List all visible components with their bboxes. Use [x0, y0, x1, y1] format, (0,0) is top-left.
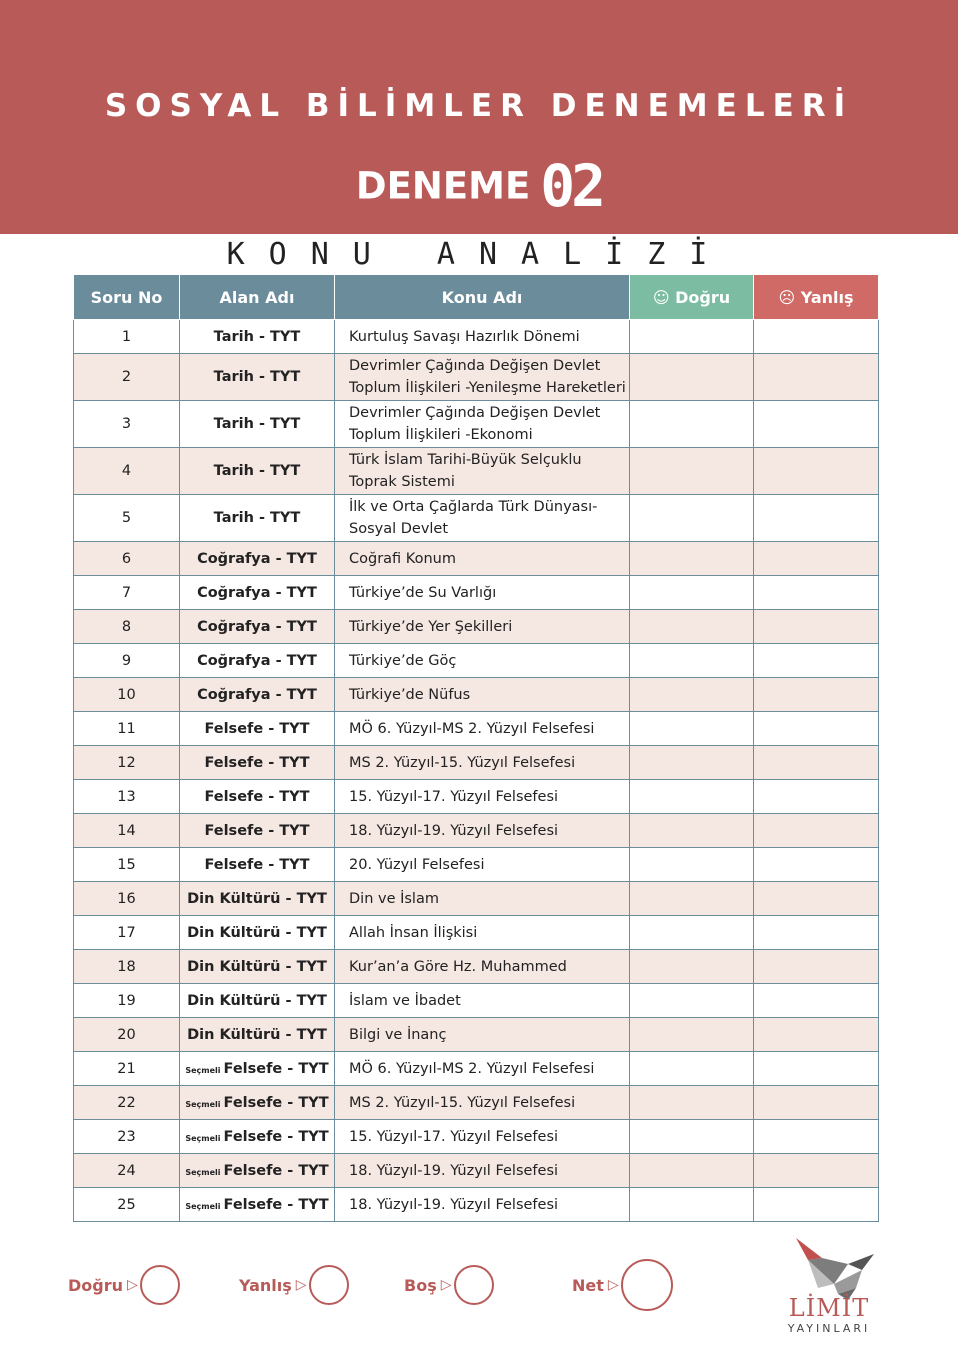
topic-name: Türkiye’de Yer Şekilleri — [335, 610, 630, 644]
wrong-cell[interactable] — [754, 848, 879, 882]
table-row — [74, 644, 879, 678]
topic-name: Bilgi ve İnanç — [335, 1018, 630, 1052]
wrong-cell[interactable] — [754, 1052, 879, 1086]
footer-wrong-label: Yanlış — [239, 1275, 292, 1295]
area-prefix: Seçmeli — [185, 1201, 221, 1211]
topic-name: Coğrafi Konum — [335, 542, 630, 576]
area-text: Felsefe - TYT — [223, 1196, 329, 1213]
correct-cell[interactable] — [630, 610, 754, 644]
footer-net-label: Net — [572, 1275, 604, 1295]
topic-name: 15. Yüzyıl-17. Yüzyıl Felsefesi — [335, 780, 630, 814]
col-header-topic: Konu Adı — [335, 275, 630, 320]
table-row — [74, 950, 879, 984]
col-header-area: Alan Adı — [180, 275, 335, 320]
area-text: Tarih - TYT — [213, 463, 301, 479]
wrong-cell[interactable] — [754, 1188, 879, 1222]
table-row — [74, 542, 879, 576]
correct-cell[interactable] — [630, 712, 754, 746]
footer-net — [572, 1258, 673, 1312]
correct-count-circle[interactable] — [140, 1265, 180, 1305]
area-name — [180, 610, 335, 644]
wrong-cell[interactable] — [754, 1120, 879, 1154]
wrong-cell[interactable] — [754, 678, 879, 712]
col-header-correct: ☺ Doğru — [630, 275, 754, 320]
topic-name: MÖ 6. Yüzyıl-MS 2. Yüzyıl Felsefesi — [335, 1052, 630, 1086]
table-row — [74, 1120, 879, 1154]
correct-cell[interactable] — [630, 542, 754, 576]
correct-cell[interactable] — [630, 320, 754, 354]
footer-correct — [68, 1262, 180, 1308]
correct-cell[interactable] — [630, 848, 754, 882]
wrong-cell[interactable] — [754, 1018, 879, 1052]
logo-subtitle: YAYINLARI — [787, 1322, 871, 1335]
area-name — [180, 1052, 335, 1086]
area-name — [180, 448, 335, 495]
correct-cell[interactable] — [630, 916, 754, 950]
table-row — [74, 1018, 879, 1052]
question-number: 21 — [74, 1052, 180, 1086]
question-number: 12 — [74, 746, 180, 780]
question-number: 8 — [74, 610, 180, 644]
topic-name: MS 2. Yüzyıl-15. Yüzyıl Felsefesi — [335, 1086, 630, 1120]
area-prefix: Seçmeli — [185, 1167, 221, 1177]
area-text: Tarih - TYT — [213, 369, 301, 385]
area-text: Felsefe - TYT — [223, 1060, 329, 1077]
correct-cell[interactable] — [630, 1052, 754, 1086]
area-name — [180, 882, 335, 916]
question-number: 22 — [74, 1086, 180, 1120]
table-row — [74, 1086, 879, 1120]
arrow-right-icon: ▷ — [440, 1277, 452, 1293]
wrong-cell[interactable] — [754, 950, 879, 984]
table-row — [74, 916, 879, 950]
wrong-cell[interactable] — [754, 542, 879, 576]
area-text: Felsefe - TYT — [223, 1128, 329, 1145]
area-name — [180, 1086, 335, 1120]
topic-name: Türk İslam Tarihi-Büyük Selçuklu Toprak Sistemi — [335, 448, 630, 495]
table-row — [74, 401, 879, 448]
area-text: Coğrafya - TYT — [197, 550, 317, 567]
table-row — [74, 746, 879, 780]
topic-name: İlk ve Orta Çağlarda Türk Dünyası-Sosyal Devlet — [335, 495, 630, 542]
question-number: 5 — [74, 495, 180, 542]
table-row — [74, 495, 879, 542]
series-title: SOSYAL BİLİMLER DENEMELERİ — [104, 88, 854, 124]
table-row — [74, 814, 879, 848]
area-name — [180, 1120, 335, 1154]
area-text: Din Kültürü - TYT — [187, 992, 327, 1009]
table-row — [74, 1188, 879, 1222]
correct-cell[interactable] — [630, 495, 754, 542]
arrow-right-icon: ▷ — [295, 1277, 307, 1293]
area-text: Din Kültürü - TYT — [187, 1026, 327, 1043]
area-name — [180, 950, 335, 984]
topic-name: Kurtuluş Savaşı Hazırlık Dönemi — [335, 320, 630, 354]
correct-cell[interactable] — [630, 1018, 754, 1052]
footer-wrong — [239, 1262, 349, 1308]
wrong-cell[interactable] — [754, 780, 879, 814]
col-header-no: Soru No — [74, 275, 180, 320]
area-name — [180, 495, 335, 542]
area-name — [180, 746, 335, 780]
area-name — [180, 354, 335, 401]
wrong-cell[interactable] — [754, 882, 879, 916]
correct-cell[interactable] — [630, 644, 754, 678]
net-score-circle[interactable] — [621, 1259, 673, 1311]
question-number: 20 — [74, 1018, 180, 1052]
question-number: 18 — [74, 950, 180, 984]
table-row — [74, 712, 879, 746]
question-number: 23 — [74, 1120, 180, 1154]
correct-cell[interactable] — [630, 1154, 754, 1188]
topic-analysis-table — [73, 274, 879, 1222]
topic-name: Devrimler Çağında Değişen Devlet Toplum İlişkileri -Ekonomi — [335, 401, 630, 448]
question-number: 9 — [74, 644, 180, 678]
correct-cell[interactable] — [630, 448, 754, 495]
question-number: 4 — [74, 448, 180, 495]
question-number: 11 — [74, 712, 180, 746]
area-text: Felsefe - TYT — [223, 1094, 329, 1111]
area-text: Coğrafya - TYT — [197, 618, 317, 635]
area-text: Tarih - TYT — [213, 328, 301, 345]
arrow-right-icon: ▷ — [607, 1277, 619, 1293]
topic-name: Allah İnsan İlişkisi — [335, 916, 630, 950]
correct-cell[interactable] — [630, 1120, 754, 1154]
wrong-cell[interactable] — [754, 1086, 879, 1120]
topic-name: İslam ve İbadet — [335, 984, 630, 1018]
area-name — [180, 678, 335, 712]
wrong-cell[interactable] — [754, 814, 879, 848]
area-name — [180, 320, 335, 354]
question-number: 3 — [74, 401, 180, 448]
wrong-cell[interactable] — [754, 984, 879, 1018]
wrong-cell[interactable] — [754, 1154, 879, 1188]
page-subtitle: KONU ANALİZİ — [226, 237, 732, 272]
area-name — [180, 542, 335, 576]
area-prefix: Seçmeli — [185, 1133, 221, 1143]
area-text: Felsefe - TYT — [204, 754, 310, 771]
wrong-count-circle[interactable] — [309, 1265, 349, 1305]
area-text: Coğrafya - TYT — [197, 652, 317, 669]
correct-cell[interactable] — [630, 678, 754, 712]
area-name — [180, 916, 335, 950]
topic-name: 18. Yüzyıl-19. Yüzyıl Felsefesi — [335, 1188, 630, 1222]
col-header-wrong: ☹ Yanlış — [754, 275, 879, 320]
correct-cell[interactable] — [630, 401, 754, 448]
topic-name: Devrimler Çağında Değişen Devlet Toplum İlişkileri -Yenileşme Hareketleri — [335, 354, 630, 401]
exam-title — [0, 152, 958, 220]
question-number: 10 — [74, 678, 180, 712]
topic-name: 18. Yüzyıl-19. Yüzyıl Felsefesi — [335, 814, 630, 848]
table-row — [74, 448, 879, 495]
table-row — [74, 1052, 879, 1086]
smile-icon: ☺ — [652, 287, 670, 307]
area-name — [180, 780, 335, 814]
area-name — [180, 1188, 335, 1222]
wrong-cell[interactable] — [754, 401, 879, 448]
table-header-row — [74, 275, 879, 320]
wrong-cell[interactable] — [754, 495, 879, 542]
topic-name: Türkiye’de Su Varlığı — [335, 576, 630, 610]
table-row — [74, 354, 879, 401]
question-number: 19 — [74, 984, 180, 1018]
table-row — [74, 848, 879, 882]
question-number: 15 — [74, 848, 180, 882]
area-name — [180, 848, 335, 882]
question-number: 2 — [74, 354, 180, 401]
empty-count-circle[interactable] — [454, 1265, 494, 1305]
table-row — [74, 1154, 879, 1188]
frown-icon: ☹ — [778, 287, 796, 307]
area-name — [180, 576, 335, 610]
question-number: 7 — [74, 576, 180, 610]
table-row — [74, 576, 879, 610]
area-text: Coğrafya - TYT — [197, 686, 317, 703]
footer-empty-label: Boş — [404, 1275, 437, 1295]
area-name — [180, 644, 335, 678]
table-row — [74, 320, 879, 354]
area-text: Coğrafya - TYT — [197, 584, 317, 601]
logo-name: LİMİT — [788, 1294, 870, 1322]
question-number: 17 — [74, 916, 180, 950]
question-number: 14 — [74, 814, 180, 848]
area-text: Felsefe - TYT — [204, 720, 310, 737]
topic-name: 20. Yüzyıl Felsefesi — [335, 848, 630, 882]
question-number: 25 — [74, 1188, 180, 1222]
exam-number: 02 — [540, 152, 603, 220]
question-number: 16 — [74, 882, 180, 916]
table-row — [74, 882, 879, 916]
table-row — [74, 780, 879, 814]
area-name — [180, 401, 335, 448]
correct-cell[interactable] — [630, 354, 754, 401]
question-number: 1 — [74, 320, 180, 354]
area-text: Tarih - TYT — [213, 416, 301, 432]
correct-cell[interactable] — [630, 814, 754, 848]
wrong-cell[interactable] — [754, 354, 879, 401]
table-row — [74, 610, 879, 644]
wrong-cell[interactable] — [754, 746, 879, 780]
topic-name: Kur’an’a Göre Hz. Muhammed — [335, 950, 630, 984]
limit-logo — [778, 1236, 880, 1336]
correct-cell[interactable] — [630, 780, 754, 814]
wrong-cell[interactable] — [754, 916, 879, 950]
area-prefix: Seçmeli — [185, 1065, 221, 1075]
area-name — [180, 1154, 335, 1188]
wrong-cell[interactable] — [754, 644, 879, 678]
area-prefix: Seçmeli — [185, 1099, 221, 1109]
area-text: Felsefe - TYT — [204, 788, 310, 805]
footer-empty — [404, 1262, 494, 1308]
area-name — [180, 814, 335, 848]
table-row — [74, 678, 879, 712]
topic-name: Din ve İslam — [335, 882, 630, 916]
correct-cell[interactable] — [630, 1086, 754, 1120]
topic-name: 18. Yüzyıl-19. Yüzyıl Felsefesi — [335, 1154, 630, 1188]
area-text: Din Kültürü - TYT — [187, 958, 327, 975]
area-name — [180, 984, 335, 1018]
question-number: 13 — [74, 780, 180, 814]
topic-name: MÖ 6. Yüzyıl-MS 2. Yüzyıl Felsefesi — [335, 712, 630, 746]
wrong-cell[interactable] — [754, 320, 879, 354]
wrong-cell[interactable] — [754, 712, 879, 746]
topic-name: Türkiye’de Göç — [335, 644, 630, 678]
question-number: 24 — [74, 1154, 180, 1188]
wrong-cell[interactable] — [754, 576, 879, 610]
area-text: Felsefe - TYT — [204, 822, 310, 839]
arrow-right-icon: ▷ — [127, 1277, 138, 1293]
area-text: Din Kültürü - TYT — [187, 924, 327, 941]
area-text: Tarih - TYT — [213, 510, 301, 526]
wrong-cell[interactable] — [754, 448, 879, 495]
area-text: Din Kültürü - TYT — [187, 890, 327, 907]
question-number: 6 — [74, 542, 180, 576]
topic-name: 15. Yüzyıl-17. Yüzyıl Felsefesi — [335, 1120, 630, 1154]
origami-bird-icon — [796, 1238, 874, 1300]
correct-cell[interactable] — [630, 882, 754, 916]
topic-name: MS 2. Yüzyıl-15. Yüzyıl Felsefesi — [335, 746, 630, 780]
correct-cell[interactable] — [630, 950, 754, 984]
header-banner — [0, 0, 958, 234]
area-text: Felsefe - TYT — [204, 856, 310, 873]
area-text: Felsefe - TYT — [223, 1162, 329, 1179]
correct-cell[interactable] — [630, 576, 754, 610]
area-name — [180, 712, 335, 746]
topic-name: Türkiye’de Nüfus — [335, 678, 630, 712]
correct-cell[interactable] — [630, 984, 754, 1018]
area-name — [180, 1018, 335, 1052]
exam-word: DENEME — [355, 164, 531, 208]
table-row — [74, 984, 879, 1018]
wrong-cell[interactable] — [754, 610, 879, 644]
footer-correct-label: Doğru — [68, 1275, 124, 1295]
correct-cell[interactable] — [630, 746, 754, 780]
correct-cell[interactable] — [630, 1188, 754, 1222]
